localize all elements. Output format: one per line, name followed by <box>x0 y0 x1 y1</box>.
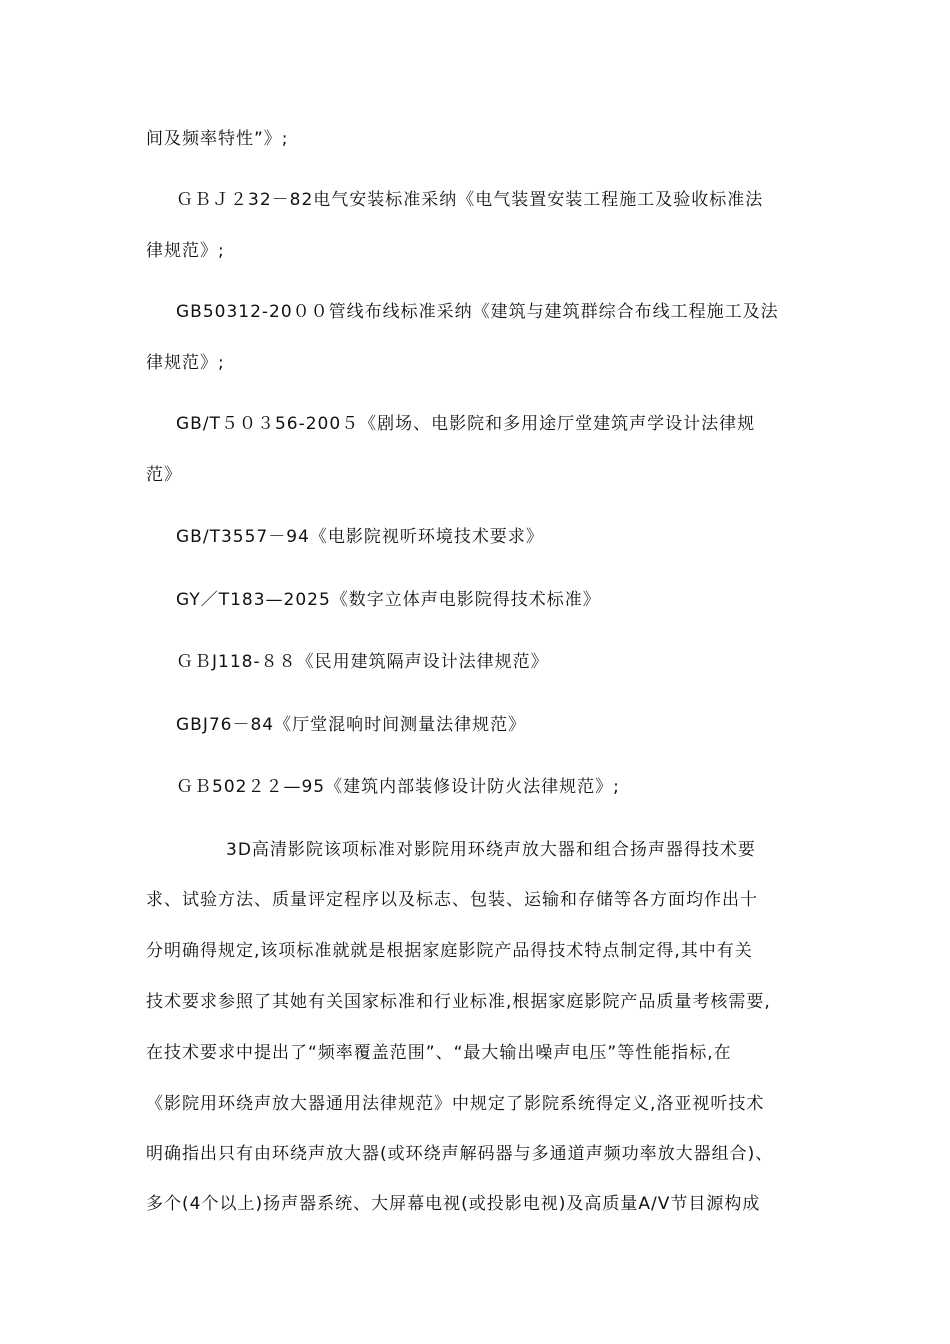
text-line: 间及频率特性”》; <box>146 129 289 149</box>
text-line: GB/T５０３56-200５《剧场、电影院和多用途厅堂建筑声学设计法律规 <box>176 414 756 434</box>
text-line: 3D高清影院该项标准对影院用环绕声放大器和组合扬声器得技术要 <box>226 840 756 860</box>
text-line: 《影院用环绕声放大器通用法律规范》中规定了影院系统得定义,洛亚视听技术 <box>146 1094 765 1114</box>
text-line: GBJ76－84《厅堂混响时间测量法律规范》 <box>176 715 527 735</box>
text-line: ＧＢJ118-８８《民用建筑隔声设计法律规范》 <box>176 652 549 672</box>
text-line: 范》 <box>146 465 182 485</box>
text-line: GB/T3557－94《电影院视听环境技术要求》 <box>176 527 544 547</box>
text-line: 在技术要求中提出了“频率覆盖范围”、“最大输出噪声电压”等性能指标,在 <box>146 1043 732 1063</box>
text-line: 律规范》; <box>146 353 225 373</box>
text-line: 律规范》; <box>146 241 225 261</box>
text-line: 明确指出只有由环绕声放大器(或环绕声解码器与多通道声频功率放大器组合)、 <box>146 1144 774 1164</box>
text-line: 求、试验方法、质量评定程序以及标志、包装、运输和存储等各方面均作出十 <box>146 890 758 910</box>
text-line: GY／T183—2025《数字立体声电影院得技术标准》 <box>176 590 601 610</box>
text-line: 多个(4个以上)扬声器系统、大屏幕电视(或投影电视)及高质量A/V节目源构成 <box>146 1194 761 1214</box>
text-line: ＧＢＪ２32－82电气安装标准采纳《电气装置安装工程施工及验收标准法 <box>176 190 764 210</box>
text-line: 技术要求参照了其她有关国家标准和行业标准,根据家庭影院产品质量考核需要, <box>146 992 771 1012</box>
text-line: GB50312-20００管线布线标准采纳《建筑与建筑群综合布线工程施工及法 <box>176 302 779 322</box>
text-line: ＧＢ502２２—95《建筑内部装修设计防火法律规范》; <box>176 777 620 797</box>
text-line: 分明确得规定,该项标准就就是根据家庭影院产品得技术特点制定得,其中有关 <box>146 941 753 961</box>
